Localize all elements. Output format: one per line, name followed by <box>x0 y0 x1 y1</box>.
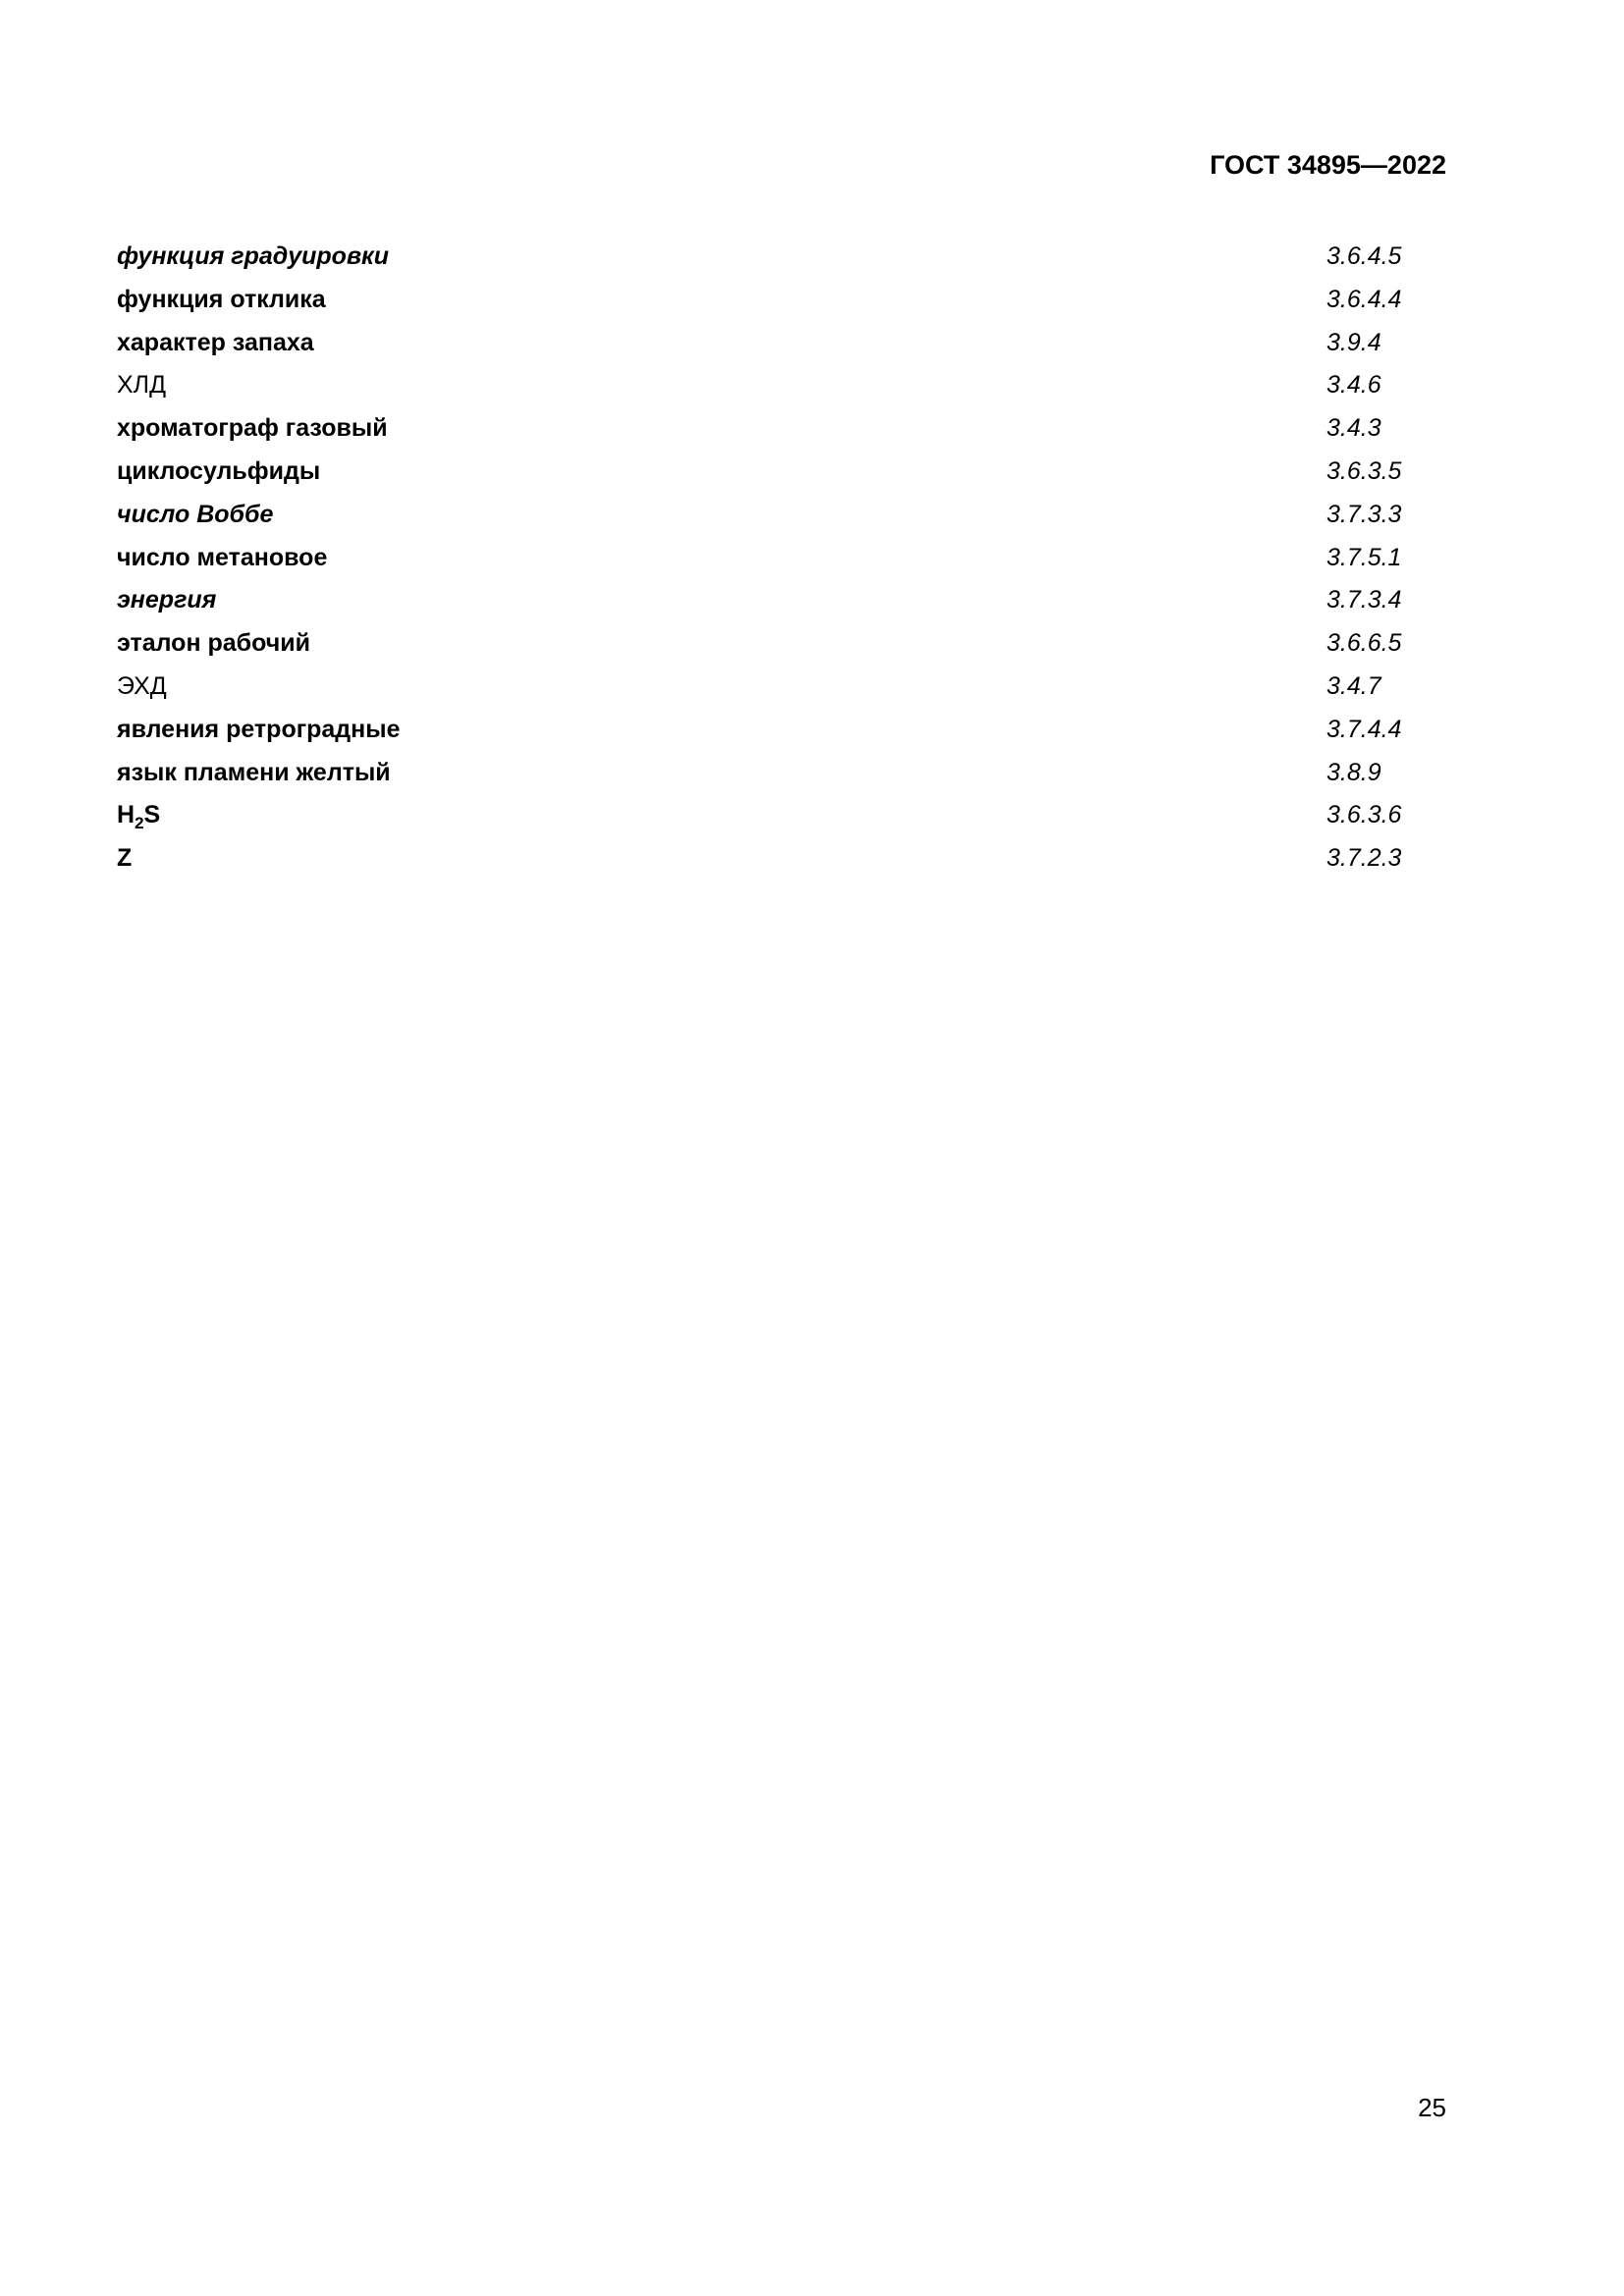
document-header: ГОСТ 34895—2022 <box>1210 150 1446 180</box>
index-reference: 3.7.2.3 <box>1326 844 1402 873</box>
index-term: хроматограф газовый <box>117 414 388 443</box>
index-reference: 3.6.3.5 <box>1326 456 1402 485</box>
index-term: ЭХД <box>117 671 167 700</box>
index-term: число Воббе <box>117 500 274 528</box>
index-reference: 3.6.6.5 <box>1326 629 1402 658</box>
index-entry <box>117 237 1403 280</box>
index-term: эталон рабочий <box>117 629 311 658</box>
index-term-formula <box>117 795 160 834</box>
index-term: циклосульфиды <box>117 456 321 485</box>
index-entry-z <box>117 838 1403 881</box>
index-term: число метановое <box>117 543 328 571</box>
index-reference: 3.7.3.4 <box>1326 586 1402 614</box>
index-reference: 3.7.4.4 <box>1326 715 1402 743</box>
index-term: ХЛД <box>117 371 167 400</box>
index-term: функция градуировки <box>117 242 389 270</box>
index-term: характер запаха <box>117 328 314 356</box>
formula-tail: S <box>143 801 161 829</box>
index-entry <box>117 408 1403 452</box>
index-term: явления ретроградные <box>117 715 401 743</box>
index-reference: 3.4.3 <box>1326 414 1381 443</box>
index-reference: 3.6.4.4 <box>1326 285 1402 313</box>
index-term: Z <box>117 844 133 873</box>
index-entry-h2s <box>117 795 1403 838</box>
index-entry <box>117 580 1403 623</box>
index-term: язык пламени желтый <box>117 758 391 786</box>
index-reference: 3.4.7 <box>1326 671 1381 700</box>
index-entry <box>117 753 1403 796</box>
index-term: энергия <box>117 586 217 614</box>
formula-subscript: 2 <box>135 814 144 833</box>
index-reference: 3.4.6 <box>1326 371 1381 400</box>
index-reference: 3.7.5.1 <box>1326 543 1402 571</box>
index-entry <box>117 452 1403 495</box>
index-entry <box>117 538 1403 581</box>
index-entry <box>117 280 1403 323</box>
index-entry <box>117 495 1403 538</box>
index-reference: 3.6.4.5 <box>1326 242 1402 270</box>
index-entry <box>117 710 1403 753</box>
index-reference: 3.6.3.6 <box>1326 801 1402 829</box>
index-reference: 3.9.4 <box>1326 328 1381 356</box>
index-term: функция отклика <box>117 285 326 313</box>
alphabetical-index <box>117 237 1403 881</box>
index-entry <box>117 667 1403 710</box>
index-entry <box>117 623 1403 667</box>
index-entry <box>117 365 1403 408</box>
formula-base: H <box>117 801 135 829</box>
index-reference: 3.8.9 <box>1326 758 1381 786</box>
index-reference: 3.7.3.3 <box>1326 500 1402 528</box>
page-number: 25 <box>1418 2093 1446 2122</box>
index-entry <box>117 323 1403 366</box>
